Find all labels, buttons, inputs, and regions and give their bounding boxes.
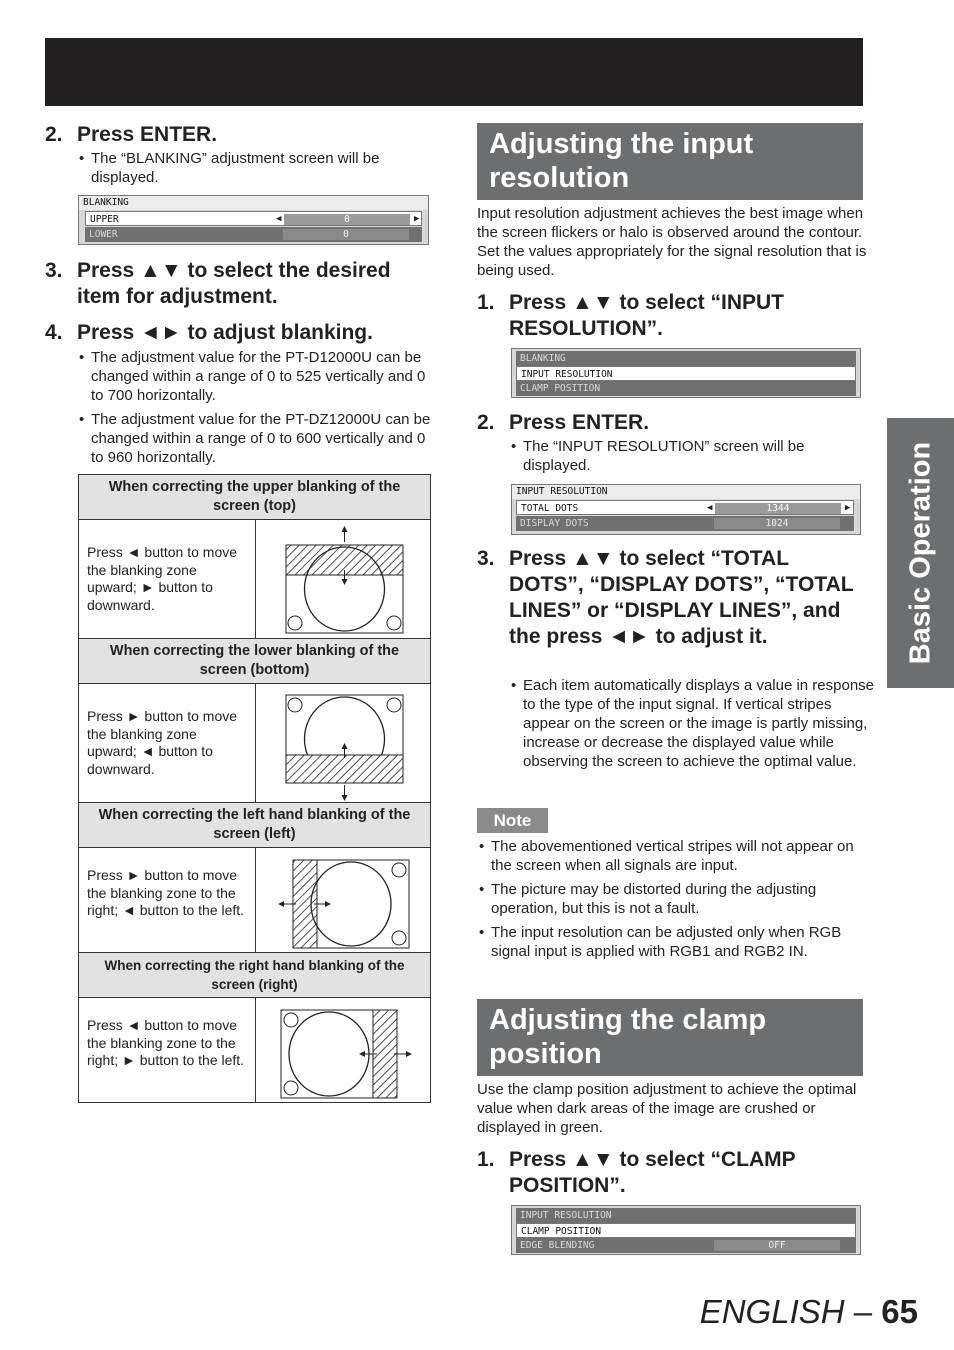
table-row-right [79, 998, 430, 1102]
osd-item-edge-blending[interactable]: EDGE BLENDING OFF [516, 1238, 856, 1253]
table-cell-text: Press ◄ button to move the blanking zone upward; ► button to downward. [87, 544, 238, 613]
cp-step-1-heading: 1. Press ▲▼ to select “CLAMP POSITION”. [477, 1148, 796, 1197]
osd-input-resolution-screen [511, 484, 861, 535]
osd-item-clamp-position[interactable]: CLAMP POSITION [516, 381, 856, 396]
step-4-bullet-1: • The adjustment value for the PT-D12000U can be changed within a range of 0 to 525 vertically and 0 to 700 horizontally. [77, 348, 435, 405]
step-2-bullet: • The “BLANKING” adjustment screen will be displayed. [77, 149, 431, 187]
osd-value: 0 [284, 214, 410, 225]
diagram-bottom-blanking [255, 684, 430, 802]
osd-row-display-dots[interactable]: DISPLAY DOTS 1024 [516, 516, 854, 531]
ir-step-2-bullet: • The “INPUT RESOLUTION” screen will be displayed. [509, 437, 863, 475]
section-heading-clamp-position: Adjusting the clamp position [477, 999, 863, 1076]
left-arrow-icon: ◀ [276, 214, 282, 224]
ir-step-1-heading: 1. Press ▲▼ to select “INPUT RESOLUTION”. [477, 291, 784, 340]
note-item: • The picture may be distorted during the adjusting operation, but this is not a fault. [477, 880, 865, 918]
page-footer [700, 1292, 918, 1332]
right-arrow-icon: ▶ [414, 214, 420, 224]
osd-row-lower[interactable]: LOWER 0 [85, 227, 422, 242]
table-row-left [79, 848, 430, 953]
table-cell-text: Press ► button to move the blanking zone upward; ◄ button to downward. [87, 708, 238, 777]
osd-value: 1024 [714, 518, 840, 529]
osd-value: 0 [283, 229, 409, 240]
table-header-right: When correcting the right hand blanking of the screen (right) [79, 953, 430, 998]
step-2-heading: 2. Press ENTER. [45, 123, 218, 146]
table-header-top: When correcting the upper blanking of the screen (top) [79, 475, 430, 520]
ir-step-3-bullet: • Each item automatically displays a value in response to the type of the input signal. If vertical stripes appear on the screen or the image is partly missing, increase or decrease the displayed value while observing the screen to achieve the optimal value. [509, 676, 875, 771]
footer-separator: – [844, 1293, 882, 1330]
osd-item-input-resolution[interactable]: INPUT RESOLUTION [516, 366, 856, 381]
ir-step-2-heading: 2. Press ENTER. [477, 411, 650, 434]
left-column [45, 122, 435, 187]
note-list [477, 837, 865, 961]
table-header-left: When correcting the left hand blanking of the screen (left) [79, 803, 430, 848]
table-cell-text: Press ◄ button to move the blanking zone to the right; ► button to the left. [87, 1017, 245, 1068]
table-cell-text: Press ► button to move the blanking zone to the right; ◄ button to the left. [87, 867, 245, 918]
note-label: Note [477, 808, 548, 833]
osd-value: 1344 [715, 503, 841, 514]
osd-item-input-resolution[interactable]: INPUT RESOLUTION [516, 1208, 856, 1223]
right-arrow-icon: ▶ [845, 503, 851, 513]
input-resolution-intro: Input resolution adjustment achieves the best image when the screen flickers or halo is observed around the contour. Set the values appropriately for the signal resolution that is being used. [477, 205, 867, 279]
osd-row-total-dots[interactable]: TOTAL DOTS ◀ 1344 ▶ [516, 500, 854, 515]
step-4-bullet-2: • The adjustment value for the PT-DZ12000U can be changed within a range of 0 to 600 vertically and 0 to 960 horizontally. [77, 410, 435, 467]
osd-header: BLANKING [79, 196, 428, 210]
footer-language: ENGLISH [699, 1293, 845, 1330]
table-row-top [79, 520, 430, 639]
step-4-heading: 4. Press ◄► to adjust blanking. [45, 321, 373, 344]
step-3-heading: 3. Press ▲▼ to select the desired item for adjustment. [45, 259, 391, 308]
note-item: • The abovementioned vertical stripes will not appear on the screen when all signals are input. [477, 837, 865, 875]
page-number: 65 [881, 1293, 918, 1330]
osd-menu-clamp-position [511, 1205, 861, 1255]
section-heading-input-resolution: Adjusting the input resolution [477, 123, 863, 200]
header-bar [45, 38, 863, 106]
diagram-right-blanking [255, 998, 430, 1102]
left-arrow-icon: ◀ [707, 503, 713, 513]
section-tab-label: Basic Operation [904, 441, 936, 665]
osd-header: INPUT RESOLUTION [512, 485, 860, 499]
blanking-table [78, 474, 431, 1103]
osd-blanking-menu [78, 195, 429, 245]
table-row-bottom [79, 684, 430, 803]
clamp-position-intro: Use the clamp position adjustment to achieve the optimal value when dark areas of the image are crushed or displayed in green. [477, 1081, 857, 1136]
osd-item-blanking[interactable]: BLANKING [516, 351, 856, 366]
osd-item-clamp-position[interactable]: CLAMP POSITION [516, 1223, 856, 1238]
osd-row-upper[interactable]: UPPER ◀ 0 ▶ [85, 211, 422, 226]
table-header-bottom: When correcting the lower blanking of the screen (bottom) [79, 639, 430, 684]
osd-value: OFF [714, 1240, 840, 1251]
osd-menu-input-resolution [511, 348, 861, 398]
diagram-top-blanking [255, 520, 430, 638]
diagram-left-blanking [255, 848, 430, 952]
section-tab [887, 418, 954, 688]
ir-step-3-heading: 3. Press ▲▼ to select “TOTAL DOTS”, “DISPLAY DOTS”, “TOTAL LINES” or “DISPLAY LINES”, and the press ◄► to adjust it. [477, 547, 854, 648]
note-item: • The input resolution can be adjusted only when RGB signal input is applied with RGB1 and RGB2 IN. [477, 923, 865, 961]
left-steps [45, 258, 435, 467]
